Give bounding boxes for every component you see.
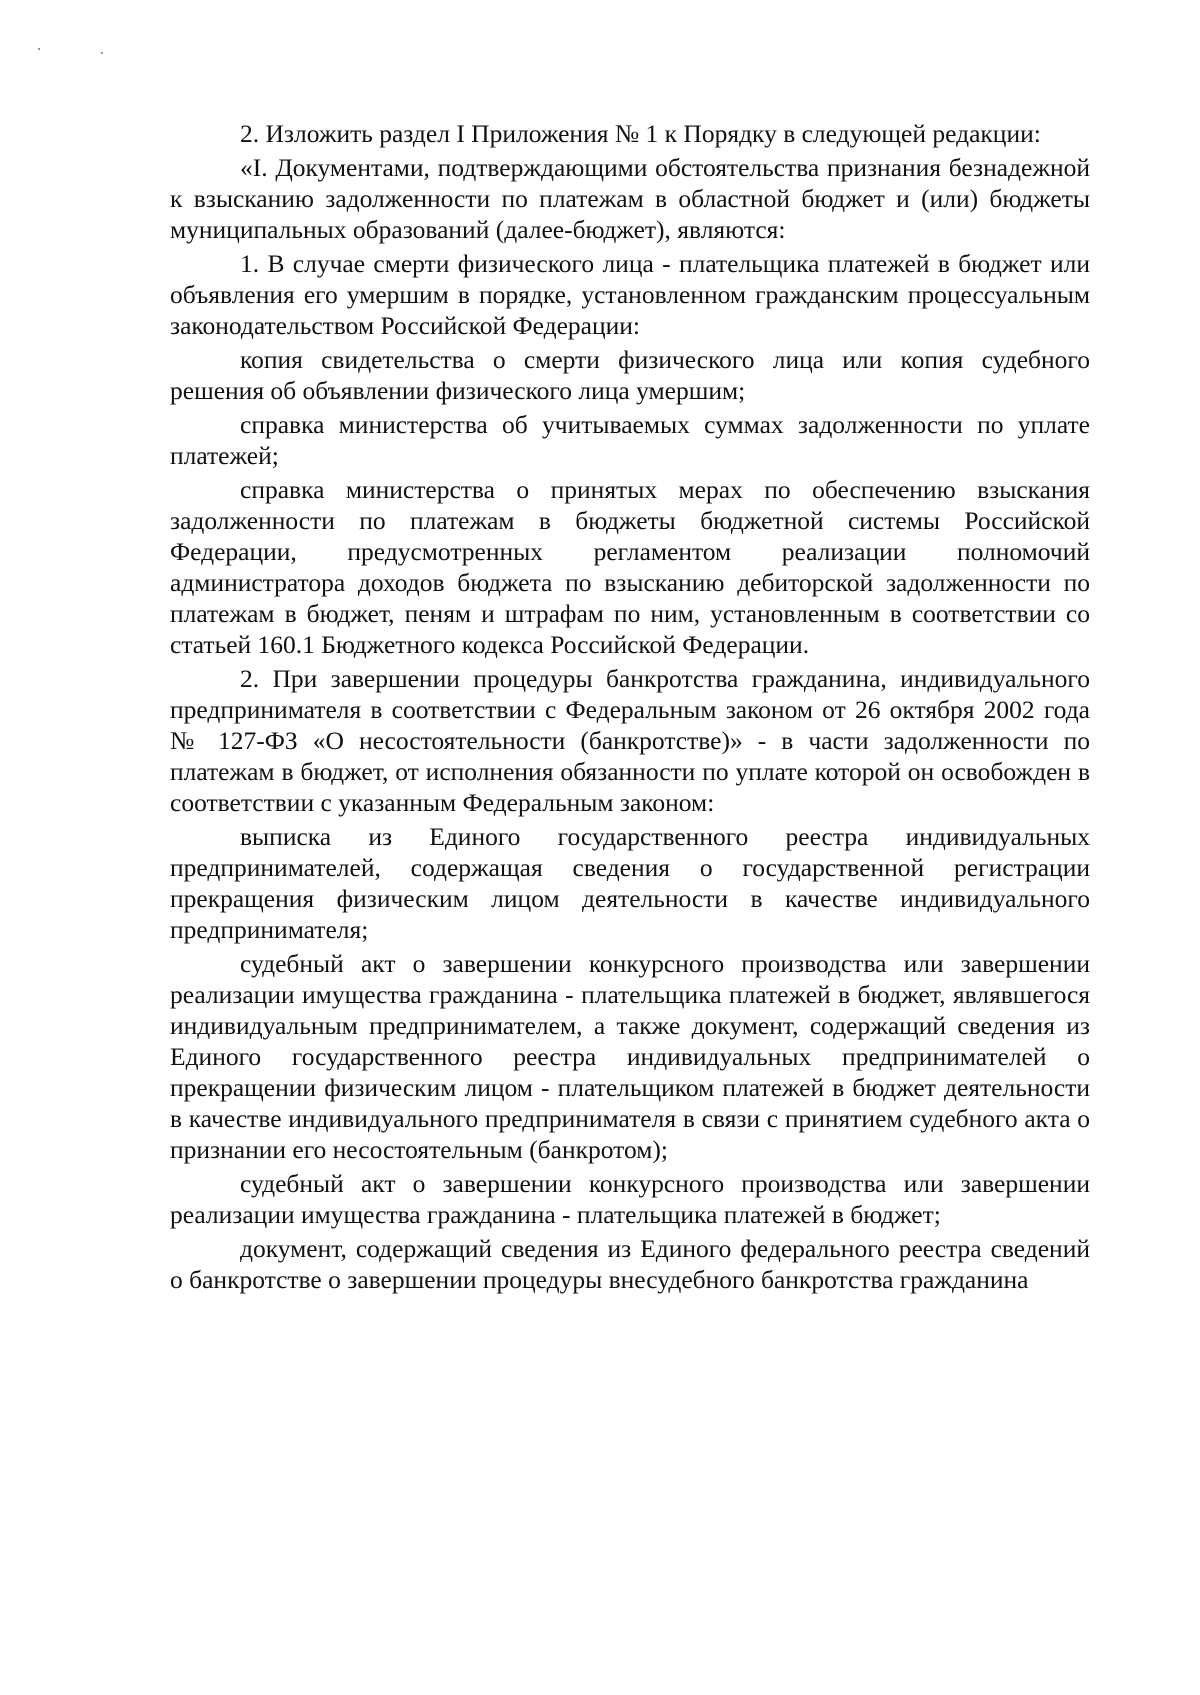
- document-body: [170, 118, 1090, 1298]
- scan-speck: [38, 48, 40, 50]
- paragraph-registry-extract: выписка из Единого государственного реестра индивидуальных предпринимателей, содержащая сведения о государственной регистрации прекращения физическим лицом деятельности в качестве индивидуального предпринимателя;: [170, 822, 1090, 944]
- paragraph-item-2: 2. При завершении процедуры банкротства гражданина, индивидуального предпринимателя в соответствии с Федеральным законом от 26 октября 2002 года № 127-ФЗ «О несостоятельности (банкротстве)» - в части задолженности по платежам в бюджет, от исполнения обязанности по уплате которой он освобожден в соответствии с указанным Федеральным законом:: [170, 664, 1090, 817]
- paragraph-bankruptcy-registry: документ, содержащий сведения из Единого федерального реестра сведений о банкротстве о завершении процедуры внесудебного банкротства гражданина: [170, 1234, 1090, 1294]
- scan-speck: [101, 52, 103, 54]
- paragraph-debt-reference: справка министерства об учитываемых суммах задолженности по уплате платежей;: [170, 410, 1090, 470]
- paragraph-intro: 2. Изложить раздел I Приложения № 1 к Порядку в следующей редакции:: [240, 119, 1041, 148]
- paragraph-item-1: 1. В случае смерти физического лица - плательщика платежей в бюджет или объявления его умершим в порядке, установленном гражданским процессуальным законодательством Российской Федерации:: [170, 249, 1090, 340]
- paragraph-measures-reference: справка министерства о принятых мерах по обеспечению взыскания задолженности по платежам в бюджеты бюджетной системы Российской Федерации, предусмотренных регламентом реализации полномочий администратора доходов бюджета по взысканию дебиторской задолженности по платежам в бюджет, пеням и штрафам по ним, установленным в соответствии со статьей 160.1 Бюджетного кодекса Российской Федерации.: [170, 475, 1090, 659]
- paragraph-court-act-citizen: судебный акт о завершении конкурсного производства или завершении реализации имущества гражданина - плательщика платежей в бюджет;: [170, 1169, 1090, 1229]
- paragraph-death-certificate: копия свидетельства о смерти физического лица или копия судебного решения об объявлении физического лица умершим;: [170, 345, 1090, 405]
- paragraph-section-i: «I. Документами, подтверждающими обстоятельства признания безнадежной к взысканию задолженности по платежам в областной бюджет и (или) бюджеты муниципальных образований (далее-бюджет), являются:: [170, 153, 1090, 244]
- paragraph-court-act-entrepreneur: судебный акт о завершении конкурсного производства или завершении реализации имущества гражданина - плательщика платежей в бюджет, являвшегося индивидуальным предпринимателем, а также документ, содержащий сведения из Единого государственного реестра индивидуальных предпринимателей о прекращении физическим лицом - плательщиком платежей в бюджет деятельности в качестве индивидуального предпринимателя в связи с принятием судебного акта о признании его несостоятельным (банкротом);: [170, 949, 1090, 1164]
